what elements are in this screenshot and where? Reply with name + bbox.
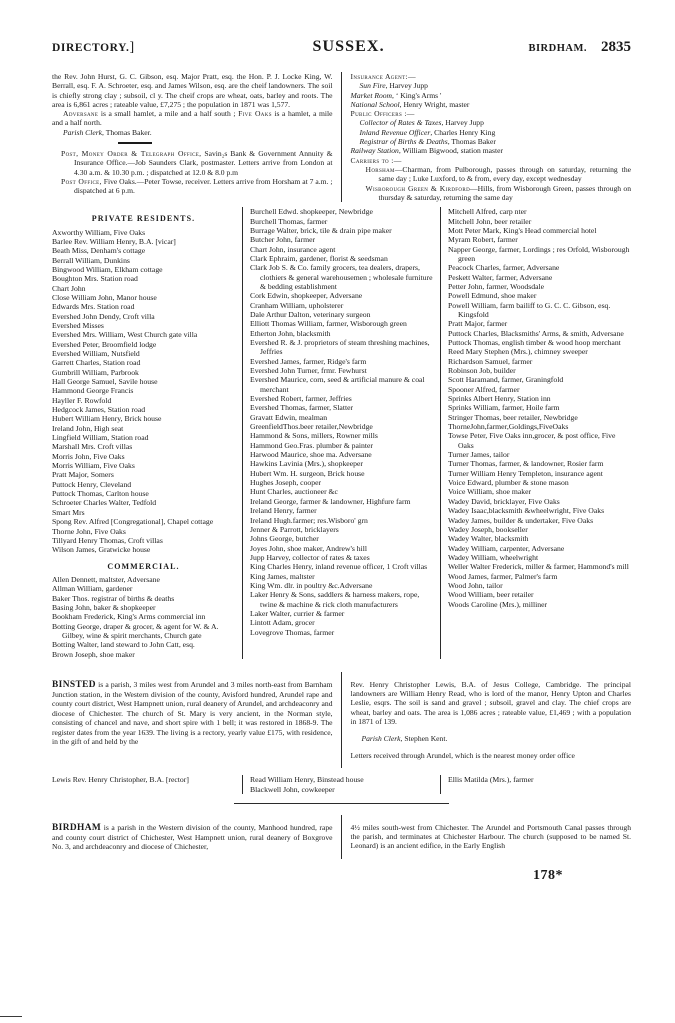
directory-entry: Schroeter Charles Walter, Tedfold	[52, 498, 157, 508]
binsted-text-right	[342, 672, 632, 768]
directory-entry: Hunt Charles, auctioneer &c	[250, 487, 338, 497]
directory-entry: Powell Edmund, shoe maker	[448, 291, 537, 301]
directory-entry: Evershed Maurice, corn, seed & artificial manure & coal merchant	[250, 375, 425, 394]
directory-entry: Butcher John, farmer	[250, 235, 316, 245]
directory-entry: Jenner & Parrott, bricklayers	[250, 524, 339, 534]
directory-entry: Ireland John, High seat	[52, 423, 124, 433]
directory-entry: Evershed Misses	[52, 320, 104, 330]
carrier-horsham	[351, 165, 632, 184]
directory-entry: Allen Dennett, maltster, Adversane	[52, 574, 160, 584]
binsted-article-body	[52, 672, 631, 768]
public-officer-revenue	[351, 128, 632, 137]
directory-entry: Richardson Samuel, farmer	[448, 356, 533, 366]
binsted-parish-clerk-label: Parish Clerk	[361, 734, 401, 744]
directory-entry: Etherton John, blacksmith	[250, 328, 331, 338]
directory-entry: Clark Ephraim, gardener, florist & seedsman	[250, 253, 388, 263]
directory-entry: Cork Edwin, shopkeeper, Adversane	[250, 291, 363, 301]
intro-parish-clerk	[52, 128, 333, 137]
directory-entry: Wadey James, builder & undertaker, Five Oaks	[448, 515, 594, 525]
directory-entry: ThorneJohn,farmer,Goldings,FiveOaks	[448, 422, 569, 432]
commercial-heading: COMMERCIAL.	[107, 561, 180, 571]
carriers-heading: Carriers to :—	[350, 155, 402, 165]
binsted-description-text: is a parish, 3 miles west from Arundel and 3 miles north-east from Barnham Junction station, in the Western division of the county, Avisford hundred, Arundel rape and county court district, West Hampnett union, rural deanery of Arundel, and archdeaconry and diocese of Chichester. The church of St. Mary is very ancient, in the Norman style, consisting of chancel and nave, and short spire with 1 bell; it was restored in 1868-9. The register dates from the year 1639. The living is a rectory, yearly value £175, with residence, in the gift of and held by the	[52, 679, 333, 746]
post-office-savings-label: Post, Money Order & Telegraph Office,	[61, 149, 202, 159]
registrar-title: Registrar of Births & Deaths	[359, 137, 448, 147]
directory-entry: Hammond & Sons, millers, Rowner mills	[250, 431, 378, 441]
insurance-agent-heading: Insurance Agent:—	[350, 72, 416, 81]
running-head	[52, 38, 631, 58]
directory-entry: Spong Rev. Alfred [Congregational], Chapel cottage	[52, 517, 214, 527]
directory-entry: Hubert William Henry, Brick house	[52, 414, 162, 424]
directory-entry: Evershed John Dendy, Croft villa	[52, 311, 155, 321]
binsted-names-column-3	[441, 775, 631, 794]
directory-entry: Evershed William, Nutsfield	[52, 348, 140, 358]
directory-entry: Wadey William, wheelwright	[448, 552, 539, 562]
carrier-horsham-detail: —Charman, from Pulborough, passes through on saturday, returning the same day ; Luke Luxford, to & from, every day, except wednesday	[378, 164, 631, 184]
directory-entry: Hayller F. Rowfold	[52, 395, 112, 405]
post-office-fiveoaks-label: Post Office,	[61, 176, 102, 186]
directory-entry: Hedgcock James, Station road	[52, 405, 146, 415]
directory-entry: Hall George Samuel, Savile house	[52, 377, 158, 386]
directory-entry: Hammond Geo.Fras. plumber & painter	[250, 440, 373, 450]
directory-entry: Clark Job S. & Co. family grocers, tea dealers, drapers, clothiers & general warehousemen ; wholesale furniture & bedding establishment	[250, 263, 433, 291]
directory-entry: Tillyard Henry Thomas, Croft villas	[52, 535, 163, 545]
directory-entry: Wilson James, Gratwicke house	[52, 545, 151, 555]
directory-entry: Barlee Rev. William Henry, B.A. [vicar]	[52, 236, 176, 246]
directory-entry: Baker Thos. registrar of births & deaths	[52, 593, 175, 603]
directory-entry: Burchell Edwd. shopkeeper, Newbridge	[250, 207, 373, 217]
binsted-entry: Read William Henry, Binstead house	[250, 775, 364, 785]
binsted-article	[52, 672, 631, 794]
directory-entry: Evershed Thomas, farmer, Slatter	[250, 403, 354, 413]
binsted-description-right: Rev. Henry Christopher Lewis, B.A. of Jesus College, Cambridge. The principal landowners are William Henry Read, who is lord of the manor, Henry Upton and Charles Leslie, esqrs. The soil is sand and gravel ; subsoil, gravel and clay. The chief crops are wheat, barley and oats. The area is 1,086 acres ; rateable value, £1,469 ; with a population in 1871 of 139.	[350, 679, 631, 727]
directory-entry: Voice William, shoe maker	[448, 487, 532, 497]
directory-entry: Bingwood William, Elkham cottage	[52, 264, 163, 274]
commercial-list-part3	[448, 207, 631, 609]
directory-entry: Morris John, Five Oaks	[52, 451, 125, 461]
birdham-description-text: is a parish in the Western division of the county, Manhood hundred, rape and county court district of Chichester, West Hampnett union, rural deanery of Boxgrove No. 3, and archdeaconry and diocese of Chichester,	[52, 822, 333, 852]
directory-entry: Basing John, baker & shopkeeper	[52, 602, 156, 612]
running-head-section-label: DIRECTORY.	[52, 42, 130, 54]
directory-entry: Evershed James, farmer, Ridge's farm	[250, 356, 367, 366]
hamlet-fiveoaks-label: Five Oaks	[238, 109, 272, 119]
directory-entry: Puttock Thomas, Carlton house	[52, 489, 149, 499]
directory-entry: Edwards Mrs. Station road	[52, 302, 135, 312]
directory-entry: Joyes John, shoe maker, Andrew's hill	[250, 543, 368, 553]
directory-entry: Puttock Charles, Blacksmiths' Arms, & smith, Adversane	[448, 328, 624, 338]
binsted-parish-clerk	[351, 734, 632, 743]
binsted-entry: Lewis Rev. Henry Christopher, B.A. [rector]	[52, 775, 189, 785]
running-head-parish: BIRDHAM.	[528, 43, 587, 54]
directory-entry: Wood William, beer retailer	[448, 590, 534, 600]
directory-entry: Hawkins Lavinia (Mrs.), shopkeeper	[250, 459, 363, 469]
running-head-bracket: ]	[129, 40, 135, 55]
binsted-names-listing	[52, 775, 631, 794]
directory-entry: Marshall Mrs. Croft villas	[52, 442, 133, 452]
birdham-article-body	[52, 815, 631, 859]
birdham-text-left	[52, 815, 342, 859]
market-room-detail: , ‘ King's Arms '	[392, 90, 442, 100]
directory-entry: Wood John, tailor	[448, 580, 503, 590]
directory-entry: Cranham William, upholsterer	[250, 300, 344, 310]
directory-entry: King Charles Henry, inland revenue officer, 1 Croft villas	[250, 562, 428, 572]
collector-title: Collector of Rates & Taxes	[359, 118, 442, 128]
directory-entry: King Wm. dlr. in poultry &c.Adversane	[250, 580, 373, 590]
revenue-officer-title: Inland Revenue Officer	[359, 127, 431, 137]
carrier-horsham-dest: Horsham	[365, 164, 395, 174]
directory-entry: Gravatt Edwin, mealman	[250, 412, 328, 422]
directory-entry: Hammond George Francis	[52, 386, 134, 396]
directory-entry: Evershed Robert, farmer, Jeffries	[250, 394, 352, 404]
directory-entry: Spooner Alfred, farmer	[448, 384, 520, 394]
carrier-wisborough-detail: —Hills, from Wisborough Green, passes through on thursday & saturday, returning the same day	[378, 183, 631, 202]
binsted-parish-name: BINSTED	[52, 679, 96, 690]
directory-entry: Berrall William, Dunkins	[52, 255, 130, 265]
directory-entry: Thorne John, Five Oaks	[52, 526, 126, 536]
directory-entry: Peacock Charles, farmer, Adversane	[448, 263, 560, 273]
intro-paragraph-hamlets: Adversane is a small hamlet, a mile and a half south ; Five Oaks is a hamlet, a mile and a half north.	[52, 109, 333, 128]
national-school-name: National School	[350, 99, 400, 109]
directory-entry: Axworthy William, Five Oaks	[52, 227, 146, 237]
directory-entry: Peskett Walter, farmer, Adversane	[448, 272, 553, 282]
binsted-entry: Ellis Matilda (Mrs.), farmer	[448, 775, 534, 785]
birdham-description-left	[52, 823, 333, 852]
directory-entry: Wood James, farmer, Palmer's farm	[448, 571, 558, 581]
directory-entry: Evershed John Turner, frmr. Fewhurst	[250, 366, 367, 375]
directory-entry: Woods Caroline (Mrs.), milliner	[448, 599, 548, 609]
directory-entry: Elliott Thomas William, farmer, Wisborough green	[250, 319, 407, 329]
directory-entry: Hughes Joseph, cooper	[250, 478, 322, 488]
directory-entry: King James, maltster	[250, 571, 315, 581]
binsted-parish-clerk-name: , Stephen Kent.	[400, 734, 448, 744]
carrier-wisborough-dest: Wisborough Green & Kirdford	[365, 183, 471, 193]
directory-entry: Close William John, Manor house	[52, 292, 157, 302]
hamlet-adversane-label: Adversane	[63, 109, 99, 119]
directory-entry: Burchell Thomas, farmer	[250, 216, 328, 226]
directory-entry: Voice Edward, plumber & stone mason	[448, 478, 569, 488]
directory-entry: Brown Joseph, shoe maker	[52, 649, 135, 659]
intro-column-right	[342, 72, 632, 202]
public-officer-registrar	[351, 137, 632, 146]
birdham-parish-name: BIRDHAM	[52, 822, 102, 833]
directory-entry: Ireland Hugh.farmer; res.Wisboro' grn	[250, 515, 368, 525]
binsted-names-column-2	[242, 775, 441, 794]
railway-station-entry	[351, 146, 632, 155]
directory-column-1	[52, 207, 242, 659]
directory-entry: Gumbrill William, Parbrook	[52, 367, 139, 377]
insurance-item-name: Sun Fire	[359, 81, 386, 91]
directory-listing	[52, 207, 631, 659]
directory-entry: Lingfield William, Station road	[52, 433, 149, 443]
directory-entry: Petter John, farmer, Woodsdale	[448, 281, 545, 291]
directory-entry: Reed Mary Stephen (Mrs.), chimney sweeper	[448, 347, 588, 357]
railway-station-master: , William Bigwood, station master	[398, 146, 503, 156]
railway-station-title: Railway Station	[350, 146, 399, 156]
directory-entry: Laker Henry & Sons, saddlers & harness makers, rope, twine & machine & rick cloth manufacturers	[250, 590, 420, 609]
directory-entry: Turner William Henry Templeton, insurance agent	[448, 468, 603, 478]
running-head-left	[52, 40, 135, 56]
directory-entry: Evershed R. & J. proprietors of steam threshing machines, Jeffries	[250, 337, 430, 357]
directory-entry: Turner James, tailor	[448, 450, 510, 460]
directory-entry: Ireland George, farmer & landowner, Highfure farm	[250, 496, 411, 506]
parish-clerk-name: , Thomas Baker.	[102, 127, 152, 137]
national-school-detail: , Henry Wright, master	[399, 99, 470, 109]
signature-mark: 178*	[533, 868, 563, 884]
birdham-article	[52, 815, 631, 859]
intro-section	[52, 72, 631, 202]
binsted-names-column-1	[52, 775, 242, 794]
directory-entry: Weller Walter Frederick, miller & farmer, Hammond's mill	[448, 562, 629, 572]
directory-entry: Mitchell Alfred, carp nter	[448, 207, 527, 217]
parish-clerk-label: Parish Clerk	[63, 127, 103, 137]
directory-entry: Allman William, gardener	[52, 584, 133, 594]
directory-entry: Jupp Harvey, collector of rates & taxes	[250, 552, 370, 562]
directory-entry: Botting George, draper & grocer, & agent for W. & A. Gilbey, wine & spirit merchants, Church gate	[52, 621, 219, 640]
collector-name: , Harvey Jupp	[441, 118, 484, 128]
directory-entry: Wadey Isaac,blacksmith &wheelwright, Five Oaks	[448, 506, 605, 516]
directory-entry: Beath Miss, Denham's cottage	[52, 246, 146, 256]
directory-entry: Boughton Mrs. Station road	[52, 274, 138, 284]
directory-entry: Laker Walter, currier & farmer	[250, 608, 345, 618]
directory-entry: Dale Arthur Dalton, veterinary surgeon	[250, 309, 371, 319]
directory-entry: Stringer Thomas, beer retailer, Newbridge	[448, 412, 578, 422]
directory-entry: Garrett Charles, Station road	[52, 358, 141, 368]
directory-entry: Lintott Adam, grocer	[250, 618, 315, 628]
directory-entry: Ireland Henry, farmer	[250, 506, 317, 516]
directory-entry: Morris William, Five Oaks	[52, 461, 135, 471]
private-residents-list	[52, 228, 235, 555]
directory-entry: Myram Robert, farmer	[448, 235, 518, 245]
directory-entry: Wadey William, carpenter, Adversane	[448, 543, 565, 553]
intro-paragraph-landowners: the Rev. John Hurst, G. C. Gibson, esq. Major Pratt, esq. the Hon. P. J. Locke King, W. Berrall, esq. F. A. Schroeter, esq. and James Wilson, esq. are the cheif landowners. The soil is chiefly strong clay ; subsoil, cl y. The cheif crops are wheat, oats, barley and roots. The area is 6,861 acres ; rateable value, £7,275 ; the population in 1871 was 1,577.	[52, 72, 333, 109]
directory-entry: Sprinks Albert Henry, Station inn	[448, 394, 551, 404]
directory-entry: Mitchell John, beer retailer	[448, 216, 532, 226]
birdham-description-right: 4½ miles south-west from Chichester. The Arundel and Portsmouth Canal passes through the parish, and terminates at Chichester Harbour. The church (supposed to be named St. Leonard) is an ancient edifice, in the Early English	[350, 822, 631, 851]
birdham-text-right	[342, 815, 632, 859]
page-number: 2835	[601, 39, 631, 55]
post-office-fiveoaks-body: Five Oaks.—Peter Towse, receiver. Letters arrive from Horsham at 7 a.m. ; dispatched at 6 p.m.	[74, 176, 333, 196]
carrier-wisborough	[351, 184, 632, 203]
commercial-list-part2	[250, 207, 433, 637]
directory-entry: Wadey Joseph, bookseller	[448, 524, 528, 534]
section-divider-rule	[118, 142, 152, 144]
directory-entry: Burrage Walter, brick, tile & drain pipe maker	[250, 225, 392, 235]
market-room-name: Market Room	[350, 90, 393, 100]
directory-entry: GreenfieldThos.beer retailer,Newbridge	[250, 422, 373, 432]
directory-entry: Bookham Frederick, King's Arms commercial inn	[52, 612, 206, 622]
post-office-fiveoaks-entry	[52, 177, 333, 196]
directory-entry: Puttock Thomas, english timber & wood hoop merchant	[448, 337, 621, 347]
corner-registration-mark	[0, 1016, 22, 1017]
insurance-item-detail: , Harvey Jupp	[385, 81, 428, 91]
binsted-letters-note: Letters received through Arundel, which is the nearest money order office	[350, 751, 575, 761]
registrar-name: , Thomas Baker	[447, 137, 496, 147]
directory-entry: Lovegrove Thomas, farmer	[250, 627, 335, 637]
directory-entry: Robinson Job, builder	[448, 366, 516, 375]
directory-entry: Smart Mrs	[52, 507, 85, 517]
directory-entry: Towse Peter, Five Oaks inn,grocer, & post office, Five Oaks	[448, 431, 616, 450]
directory-entry: Mott Peter Mark, King's Head commercial hotel	[448, 225, 597, 235]
directory-entry: Chart John	[52, 283, 86, 293]
directory-entry: Scott Haramand, farmer, Graningfold	[448, 375, 564, 385]
national-school-item	[351, 100, 632, 109]
public-officer-collector	[351, 118, 632, 127]
binsted-text-left	[52, 672, 342, 768]
article-divider-rule	[234, 803, 449, 804]
directory-entry: Turner Thomas, farmer, & landowner, Rosier farm	[448, 459, 604, 469]
binsted-entry: Blackwell John, cowkeeper	[250, 784, 335, 794]
post-office-savings-body: Savin₂s Bank & Government Annuity & Insurance Office.—Job Saunders Clark, postmaster. Letters arrive from London at 4.30 a.m. & 10.30 p.m. ; dispatched at 12.0 & 8.0 p.m	[74, 149, 333, 177]
directory-entry: Evershed Mrs. William, West Church gate villa	[52, 330, 198, 340]
directory-entry: Sprinks William, farmer, Hoile farm	[448, 403, 560, 413]
private-residents-heading: PRIVATE RESIDENTS.	[91, 214, 196, 224]
directory-entry: Napper George, farmer, Lordings ; res Orfold, Wisborough green	[448, 244, 630, 263]
binsted-description-left	[52, 680, 333, 747]
directory-entry: Pratt Major, farmer	[448, 319, 508, 329]
directory-entry: Puttock Henry, Cleveland	[52, 479, 132, 489]
directory-entry: Chart John, insurance agent	[250, 244, 336, 254]
running-head-right	[528, 39, 631, 56]
directory-entry: Harwood Maurice, shoe ma. Adversane	[250, 450, 372, 460]
directory-entry: Hubert Wm. H. surgeon, Brick house	[250, 468, 365, 478]
directory-entry: Wadey Walter, blacksmith	[448, 534, 529, 544]
page-title: SUSSEX.	[312, 38, 385, 55]
directory-entry: Powell William, farm bailiff to G. C. C. Gibson, esq. Kingsfold	[448, 300, 611, 319]
market-room-item	[351, 91, 632, 100]
directory-entry: Wadey David, bricklayer, Five Oaks	[448, 496, 560, 506]
directory-entry: Botting Walter, land steward to John Catt, esq.	[52, 640, 195, 650]
directory-entry: Pratt Major, Somers	[52, 470, 114, 480]
post-office-savings-entry	[52, 149, 333, 177]
revenue-officer-name: , Charles Henry King	[430, 127, 496, 137]
commercial-list-part1	[52, 575, 235, 659]
directory-column-3	[441, 207, 631, 659]
directory-column-2	[242, 207, 441, 659]
intro-column-left	[52, 72, 342, 202]
directory-entry: Evershed Peter, Broomfield lodge	[52, 339, 157, 349]
insurance-item	[351, 81, 632, 90]
public-officers-heading: Public Officers :—	[350, 109, 415, 119]
directory-entry: Johns George, butcher	[250, 534, 319, 544]
